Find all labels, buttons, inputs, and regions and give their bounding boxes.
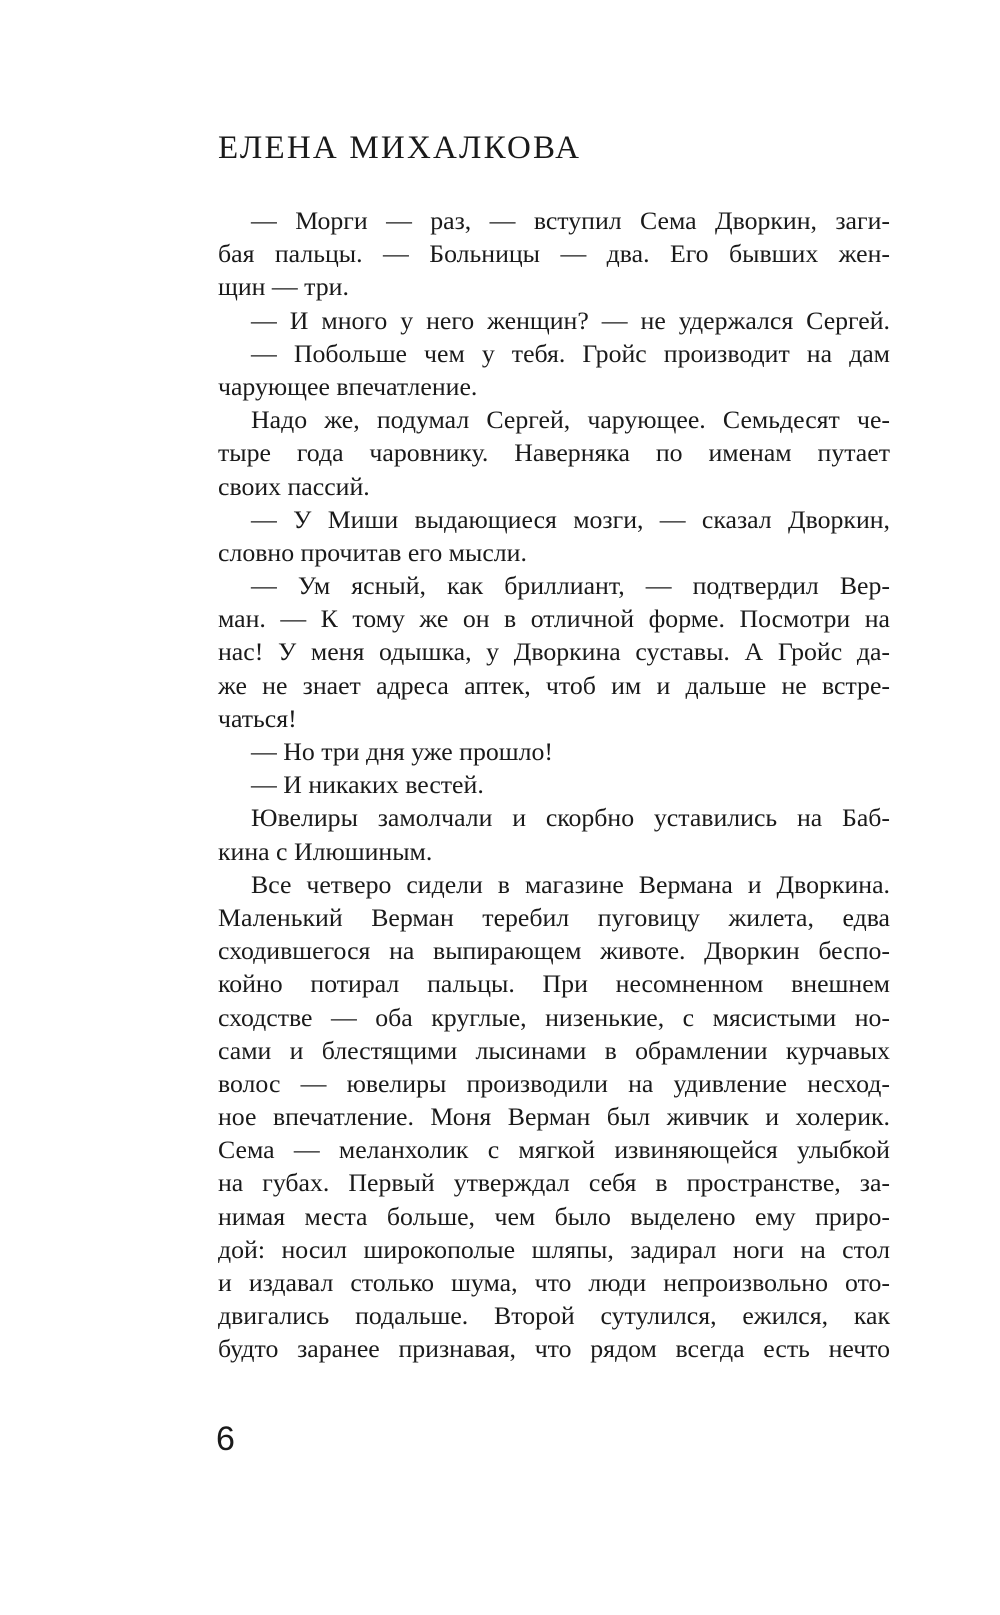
body-text bbox=[218, 204, 890, 1366]
text-line: — Морги — раз, — вступил Сема Дворкин, заги- bbox=[251, 206, 890, 235]
text-line: двигались подальше. Второй сутулился, ежился, как bbox=[218, 1301, 890, 1331]
text-line: сами и блестящими лысинами в обрамлении курчавых bbox=[218, 1035, 890, 1065]
text-line: — И никаких вестей. bbox=[251, 770, 484, 800]
text-line: — И много у него женщин? — не удержался Сергей. bbox=[251, 305, 890, 335]
text-line: кина с Илюшиным. bbox=[218, 836, 433, 866]
text-line: тыре года чаровнику. Наверняка по именам путает bbox=[218, 438, 890, 468]
text-line: ное впечатление. Моня Верман был живчик и холерик. bbox=[218, 1102, 890, 1132]
text-line: сходстве — оба круглые, низенькие, с мясистыми но- bbox=[218, 1002, 890, 1032]
text-line: нас! У меня одышка, у Дворкина суставы. А Гройс да- bbox=[218, 637, 890, 667]
text-line: щин — три. bbox=[218, 272, 349, 302]
text-line: будто заранее признавая, что рядом всегда есть нечто bbox=[218, 1334, 890, 1364]
text-line: Все четверо сидели в магазине Вермана и Дворкина. bbox=[251, 869, 890, 899]
text-line: Сема — меланхолик с мягкой извиняющейся улыбкой bbox=[218, 1135, 890, 1165]
running-head: ЕЛЕНА МИХАЛКОВА bbox=[218, 130, 582, 166]
text-line: бая пальцы. — Больницы — два. Его бывших жен- bbox=[218, 239, 890, 269]
text-line: нимая места больше, чем было выделено ему приро- bbox=[218, 1201, 890, 1231]
text-line: чарующее впечатление. bbox=[218, 371, 478, 401]
text-line: — Побольше чем у тебя. Гройс производит на дам bbox=[251, 338, 890, 368]
text-line: — У Миши выдающиеся мозги, — сказал Дворкин, bbox=[251, 504, 890, 534]
text-line: чаться! bbox=[218, 703, 297, 733]
page-number: 6 bbox=[216, 1420, 235, 1458]
text-line: Надо же, подумал Сергей, чарующее. Семьдесят че- bbox=[251, 405, 890, 435]
text-line: и издавал столько шума, что люди непроизвольно ото- bbox=[218, 1268, 890, 1297]
text-line: своих пассий. bbox=[218, 471, 370, 501]
text-line: — Но три дня уже прошло! bbox=[251, 737, 553, 766]
text-line: — Ум ясный, как бриллиант, — подтвердил Вер- bbox=[251, 571, 890, 601]
text-line: словно прочитав его мысли. bbox=[218, 537, 527, 567]
text-line: же не знает адреса аптек, чтоб им и дальше не встре- bbox=[218, 670, 890, 700]
text-line: Ювелиры замолчали и скорбно уставились на Баб- bbox=[251, 803, 890, 833]
text-line: Маленький Верман теребил пуговицу жилета, едва bbox=[218, 902, 890, 932]
text-line: волос — ювелиры производили на удивление несход- bbox=[218, 1068, 890, 1098]
text-line: ман. — К тому же он в отличной форме. Посмотри на bbox=[218, 604, 890, 634]
text-line: сходившегося на выпирающем животе. Дворкин беспо- bbox=[218, 936, 890, 966]
text-line: дой: носил широкополые шляпы, задирал ноги на стол bbox=[218, 1234, 890, 1264]
text-line: койно потирал пальцы. При несомненном внешнем bbox=[218, 969, 890, 999]
text-line: на губах. Первый утверждал себя в пространстве, за- bbox=[218, 1168, 890, 1198]
